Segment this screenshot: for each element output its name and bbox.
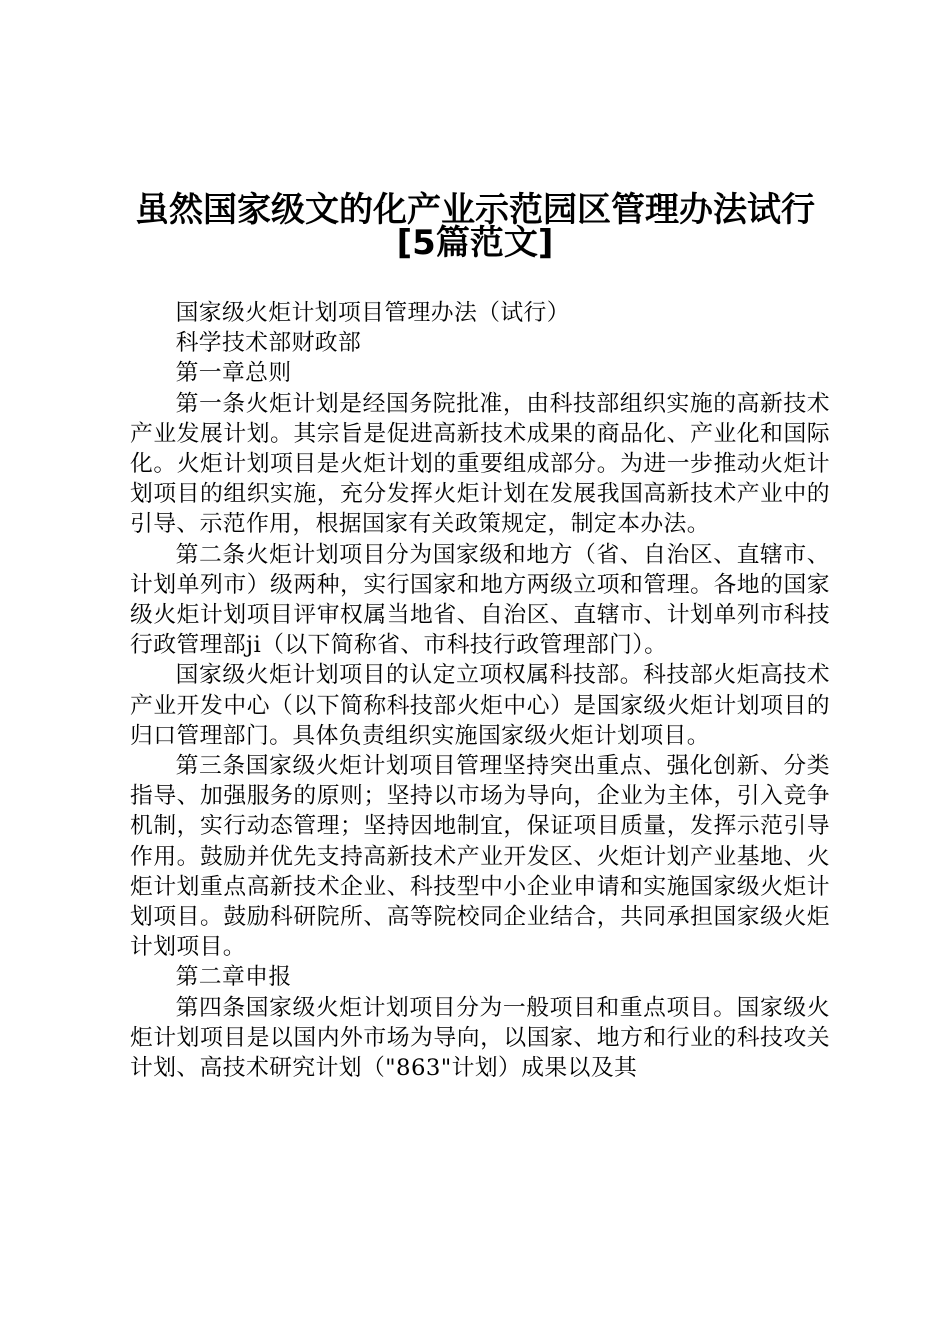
article-paragraph-2-continued: 国家级火炬计划项目的认定立项权属科技部。科技部火炬高技术产业开发中心（以下简称科技部火炬中心）是国家级火炬计划项目的归口管理部门。具体负责组织实施国家级火炬计划项目。 [130, 662, 830, 749]
heading-issuing-ministries: 科学技术部财政部 [175, 330, 362, 357]
article-paragraph-3: 第三条国家级火炬计划项目管理坚持突出重点、强化创新、分类指导、加强服务的原则；坚持以市场为导向，企业为主体，引入竞争机制，实行动态管理；坚持因地制宜，保证项目质量，发挥示范引导作用。鼓励并优先支持高新技术产业开发区、火炬计划产业基地、火炬计划重点高新技术企业、科技型中小企业申请和实施国家级火炬计划项目。鼓励科研院所、高等院校同企业结合，共同承担国家级火炬计划项目。 [130, 753, 830, 961]
document-title-line-2: [5篇范文] [396, 223, 554, 263]
chapter-heading-2: 第二章申报 [175, 964, 292, 991]
document-title-line-1: 虽然国家级文的化产业示范园区管理办法试行 [135, 190, 815, 230]
document-body [130, 298, 830, 1083]
heading-regulation-name: 国家级火炬计划项目管理办法（试行） [175, 300, 570, 326]
article-paragraph-1: 第一条火炬计划是经国务院批准，由科技部组织实施的高新技术产业发展计划。其宗旨是促进高新技术成果的商品化、产业化和国际化。火炬计划项目是火炬计划的重要组成部分。为进一步推动火炬计划项目的组织实施，充分发挥火炬计划在发展我国高新技术产业中的引导、示范作用，根据国家有关政策规定，制定本办法。 [130, 390, 830, 538]
chapter-heading-1: 第一章总则 [175, 360, 292, 387]
article-paragraph-2: 第二条火炬计划项目分为国家级和地方（省、自治区、直辖市、计划单列市）级两种，实行国家和地方两级立项和管理。各地的国家级火炬计划项目评审权属当地省、自治区、直辖市、计划单列市科技行政管理部ji（以下简称省、市科技行政管理部门）。 [130, 541, 830, 659]
article-paragraph-4: 第四条国家级火炬计划项目分为一般项目和重点项目。国家级火炬计划项目是以国内外市场为导向，以国家、地方和行业的科技攻关计划、高技术研究计划（"863"计划）成果以及其 [130, 994, 830, 1082]
